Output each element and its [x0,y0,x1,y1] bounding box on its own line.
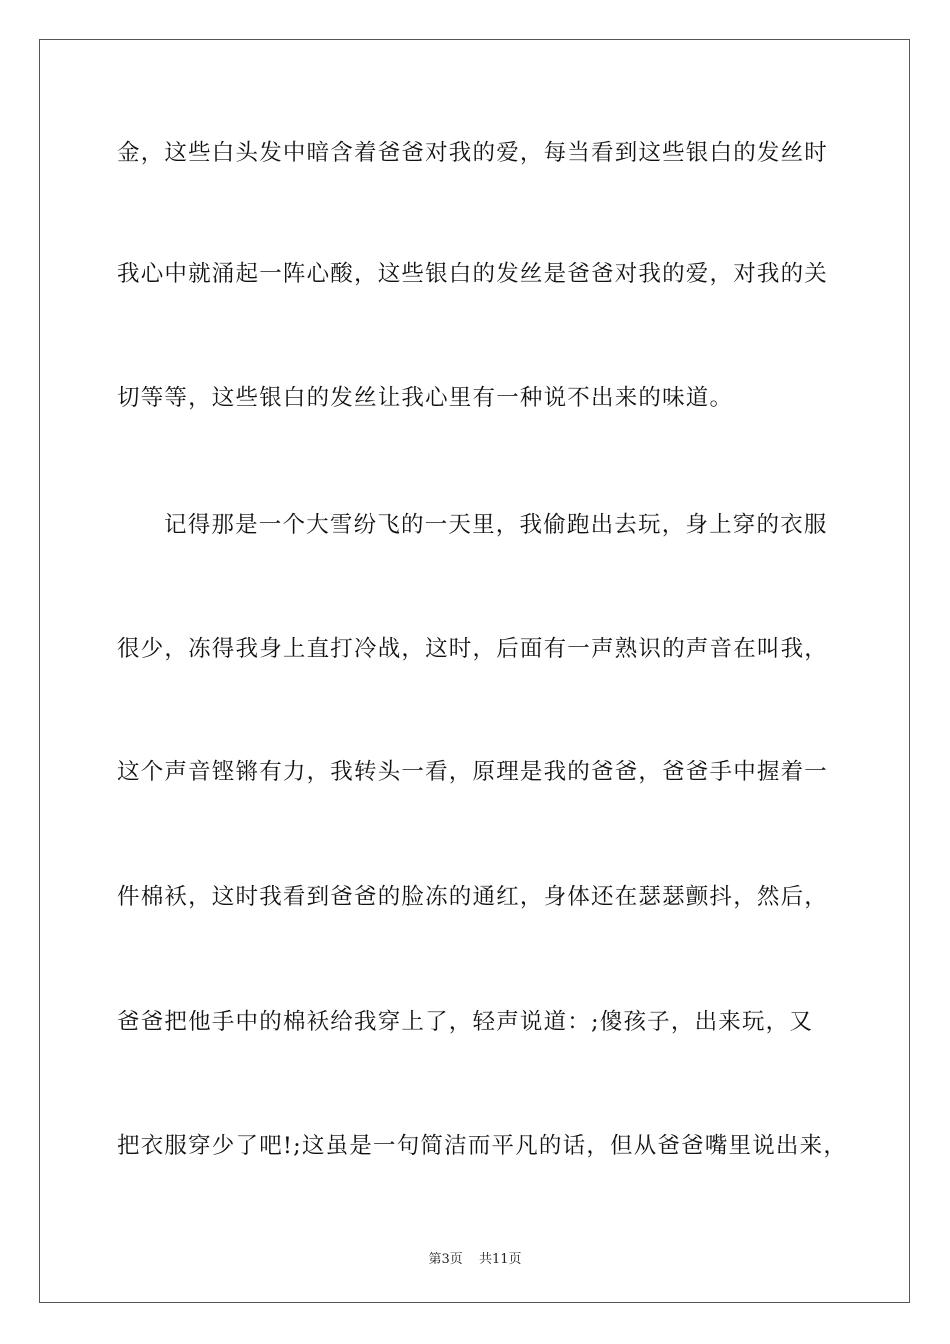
text-line: 这个声音铿锵有力，我转头一看，原理是我的爸爸，爸爸手中握着一 [117,759,829,785]
text-line: 我心中就涌起一阵心酸，这些银白的发丝是爸爸对我的爱，对我的关 [117,261,829,287]
text-line: 把衣服穿少了吧!;这虽是一句简洁而平凡的话，但从爸爸嘴里说出来， [117,1133,848,1159]
total-pages: 共11页 [478,1252,522,1267]
page-number: 第3页 [428,1252,463,1267]
paragraph-start-line: 记得那是一个大雪纷飞的一天里，我偷跑出去玩，身上穿的衣服 [164,512,828,538]
page-footer [0,1248,950,1267]
page-border [39,39,910,1303]
text-line: 件棉袄，这时我看到爸爸的脸冻的通红，身体还在瑟瑟颤抖，然后， [117,884,829,910]
text-line: 很少，冻得我身上直打冷战，这时，后面有一声熟识的声音在叫我， [117,636,829,662]
text-line: 金，这些白头发中暗含着爸爸对我的爱，每当看到这些银白的发丝时 [117,140,829,166]
text-line: 爸爸把他手中的棉袄给我穿上了，轻声说道：;傻孩子，出来玩，又 [117,1009,814,1035]
text-line: 切等等，这些银白的发丝让我心里有一种说不出来的味道。 [117,385,734,411]
